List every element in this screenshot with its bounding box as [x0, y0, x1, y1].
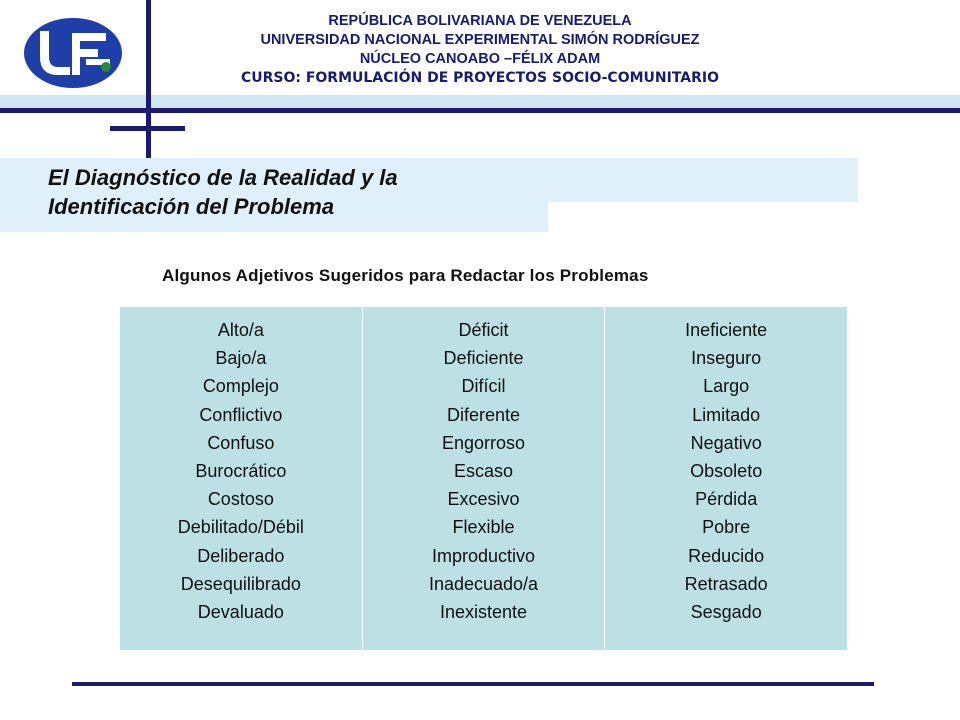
- adjective-item: Negativo: [690, 432, 762, 453]
- adjectives-table: [120, 307, 847, 650]
- adjective-item: Obsoleto: [690, 461, 763, 482]
- adjectives-column-2: [363, 307, 606, 650]
- slide-title: [48, 163, 398, 221]
- adjective-item: Pérdida: [695, 489, 758, 510]
- adjective-item: Deliberado: [197, 545, 285, 566]
- footer-rule: [72, 682, 874, 686]
- short-rule: [110, 126, 185, 131]
- adjective-item: Complejo: [202, 376, 279, 397]
- vertical-divider: [146, 0, 151, 165]
- adjective-item: Flexible: [452, 517, 515, 538]
- adjectives-column-1: [120, 307, 363, 650]
- adjective-item: Limitado: [692, 404, 761, 425]
- slide-title-line1: El Diagnóstico de la Realidad y la: [48, 165, 398, 190]
- adjective-item: Largo: [703, 376, 750, 397]
- header-rule: [0, 108, 960, 113]
- header-republic: REPÚBLICA BOLIVARIANA DE VENEZUELA: [328, 13, 632, 29]
- adjective-item: Diferente: [446, 404, 521, 425]
- adjective-item: Ineficiente: [685, 320, 768, 340]
- header-nucleus: NÚCLEO CANOABO –FÉLIX ADAM: [359, 51, 601, 67]
- header-university: UNIVERSIDAD NACIONAL EXPERIMENTAL SIMÓN RODRÍGUEZ: [260, 32, 700, 48]
- adjective-item: Inseguro: [691, 348, 762, 369]
- adjective-item: Inadecuado/a: [428, 573, 539, 594]
- adjective-item: Inexistente: [439, 602, 528, 623]
- adjective-item: Pobre: [702, 517, 751, 538]
- adjective-item: Escaso: [453, 461, 514, 482]
- header-course: CURSO: FORMULACIÓN DE PROYECTOS SOCIO-COMUNITARIO: [240, 70, 720, 86]
- adjective-item: Retrasado: [684, 573, 768, 594]
- slide-title-line2: Identificación del Problema: [48, 194, 335, 219]
- adjective-item: Improductivo: [431, 545, 536, 566]
- adjective-item: Devaluado: [197, 602, 284, 623]
- table-heading: Algunos Adjetivos Sugeridos para Redactar los Problemas: [162, 266, 649, 285]
- adjective-item: Excesivo: [447, 489, 520, 510]
- university-logo: [18, 13, 128, 93]
- adjective-item: Bajo/a: [215, 348, 267, 369]
- adjective-item: Confuso: [207, 432, 275, 453]
- adjective-item: Déficit: [458, 320, 509, 340]
- adjective-item: Burocrático: [195, 461, 287, 482]
- adjective-item: Desequilibrado: [180, 573, 301, 594]
- adjective-item: Alto/a: [217, 320, 264, 340]
- adjective-item: Deficiente: [443, 348, 524, 369]
- institution-header: [160, 12, 800, 88]
- adjectives-column-3: [605, 307, 847, 650]
- adjective-item: Reducido: [688, 545, 765, 566]
- adjective-item: Difícil: [461, 376, 506, 397]
- adjective-item: Conflictivo: [199, 404, 283, 425]
- adjective-item: Sesgado: [690, 602, 762, 623]
- adjective-item: Engorroso: [441, 432, 526, 453]
- adjective-item: Costoso: [207, 489, 274, 510]
- adjective-item: Debilitado/Débil: [177, 517, 304, 538]
